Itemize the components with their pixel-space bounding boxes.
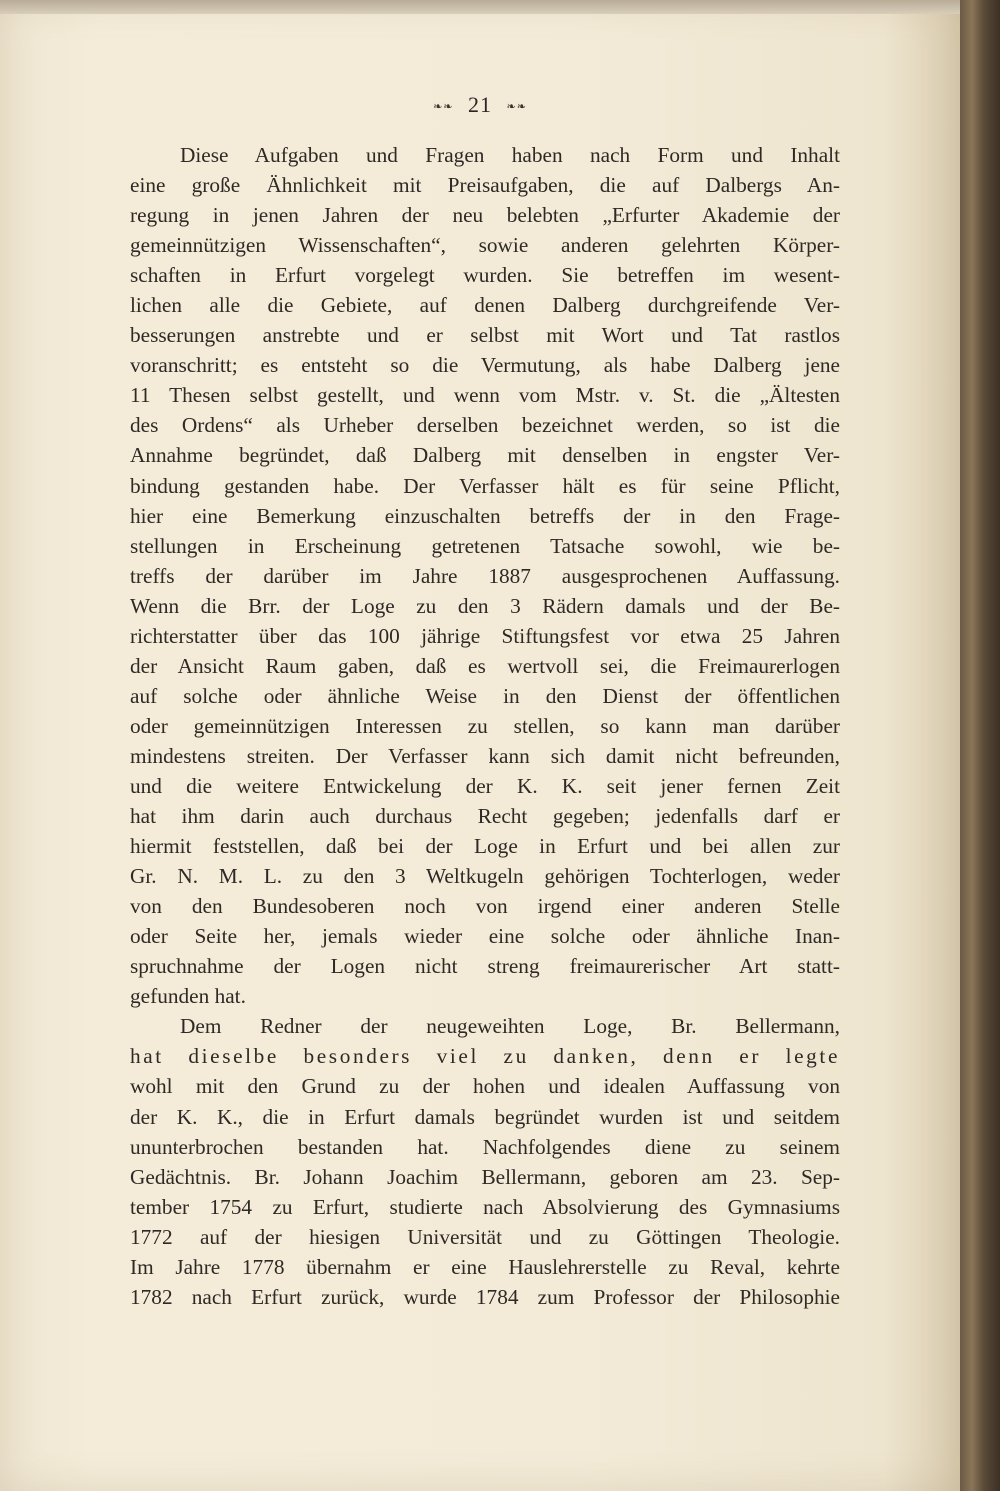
ornament-left-icon: ❧❧ (433, 101, 454, 114)
text-line: wohl mit den Grund zu der hohen und idealen Auffassung von (130, 1074, 840, 1099)
text-line: des Ordens“ als Urheber derselben bezeichnet werden, so ist die (130, 413, 840, 438)
page-top-edge (0, 0, 960, 14)
text-line: Gr. N. M. L. zu den 3 Weltkugeln gehörigen Tochterlogen, weder (130, 864, 840, 889)
text-line: hat dieselbe besonders viel zu danken, denn er legte (130, 1044, 840, 1069)
text-line: der K. K., die in Erfurt damals begründet wurden ist und seitdem (130, 1104, 840, 1129)
text-line: oder Seite her, jemals wieder eine solche oder ähnliche Inan- (130, 924, 840, 949)
text-line: 1782 nach Erfurt zurück, wurde 1784 zum Professor der Philosophie (130, 1284, 840, 1309)
text-line: Wenn die Brr. der Loge zu den 3 Rädern damals und der Be- (130, 593, 840, 618)
text-line: besserungen anstrebte und er selbst mit Wort und Tat rastlos (130, 323, 840, 348)
text-line: 1772 auf der hiesigen Universität und zu Göttingen Theologie. (130, 1224, 840, 1249)
page-number: 21 (468, 92, 492, 117)
text-line: ununterbrochen bestanden hat. Nachfolgendes diene zu seinem (130, 1134, 840, 1159)
text-line: hat ihm darin auch durchaus Recht gegeben; jedenfalls darf er (130, 804, 840, 829)
text-line: eine große Ähnlichkeit mit Preisaufgaben, die auf Dalbergs An- (130, 173, 840, 198)
text-line: lichen alle die Gebiete, auf denen Dalberg durchgreifende Ver- (130, 293, 840, 318)
text-line: bindung gestanden habe. Der Verfasser hält es für seine Pflicht, (130, 473, 840, 498)
text-line: gefunden hat. (130, 984, 246, 1009)
text-line: mindestens streiten. Der Verfasser kann sich damit nicht befreunden, (130, 743, 840, 768)
text-line: voranschritt; es entsteht so die Vermutung, als habe Dalberg jene (130, 353, 840, 378)
text-line: und die weitere Entwickelung der K. K. seit jener fernen Zeit (130, 773, 840, 798)
text-line: Diese Aufgaben und Fragen haben nach Form und Inhalt (180, 143, 840, 167)
text-line: schaften in Erfurt vorgelegt wurden. Sie betreffen im wesent- (130, 263, 840, 288)
text-line: gemeinnützigen Wissenschaften“, sowie anderen gelehrten Körper- (130, 233, 840, 258)
book-spine-edge (960, 0, 1000, 1491)
text-line: Dem Redner der neugeweihten Loge, Br. Bellermann, (180, 1014, 840, 1039)
text-line: stellungen in Erscheinung getretenen Tatsache sowohl, wie be- (130, 533, 840, 558)
text-line: Annahme begründet, daß Dalberg mit denselben in engster Ver- (130, 443, 840, 468)
text-line: auf solche oder ähnliche Weise in den Dienst der öffentlichen (130, 683, 840, 708)
page-header (0, 92, 960, 118)
ornament-right-icon: ❧❧ (506, 101, 527, 114)
text-line: 11 Thesen selbst gestellt, und wenn vom Mstr. v. St. die „Ältesten (130, 383, 840, 408)
text-line: richterstatter über das 100 jährige Stiftungsfest vor etwa 25 Jahren (130, 623, 840, 648)
text-line: hier eine Bemerkung einzuschalten betreffs der in den Frage- (130, 503, 840, 528)
text-line: oder gemeinnützigen Interessen zu stellen, so kann man darüber (130, 713, 840, 738)
text-line: Gedächtnis. Br. Johann Joachim Bellermann, geboren am 23. Sep- (130, 1164, 840, 1189)
text-line: der Ansicht Raum gaben, daß es wertvoll sei, die Freimaurerlogen (130, 653, 840, 678)
text-line: hiermit feststellen, daß bei der Loge in Erfurt und bei allen zur (130, 834, 840, 859)
text-line: von den Bundesoberen noch von irgend einer anderen Stelle (130, 894, 840, 919)
text-line: spruchnahme der Logen nicht streng freimaurerischer Art statt- (130, 954, 840, 979)
text-line: treffs der darüber im Jahre 1887 ausgesprochenen Auffassung. (130, 563, 840, 588)
text-line: Im Jahre 1778 übernahm er eine Hauslehrerstelle zu Reval, kehrte (130, 1254, 840, 1279)
text-line: tember 1754 zu Erfurt, studierte nach Absolvierung des Gymnasiums (130, 1194, 840, 1219)
body-text (130, 140, 840, 1312)
text-line: regung in jenen Jahren der neu belebten „Erfurter Akademie der (130, 203, 840, 228)
